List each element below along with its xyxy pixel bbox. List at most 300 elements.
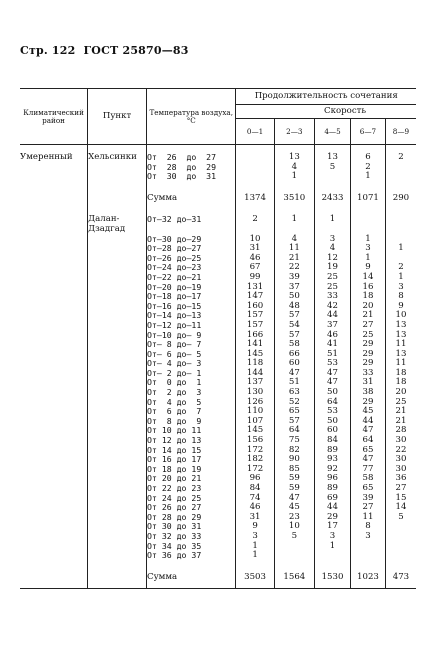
value-cell: 172 xyxy=(236,446,274,456)
table-row xyxy=(20,215,416,234)
value-cell: 22 xyxy=(385,446,416,456)
temperature-range: От 28 до 29 xyxy=(147,513,236,523)
value-cell: 46 xyxy=(315,331,351,341)
point-cell xyxy=(88,254,147,264)
value-cell: 13 xyxy=(274,153,314,163)
value-cell: 77 xyxy=(351,465,386,475)
value-cell: 29 xyxy=(351,398,386,408)
value-cell: 172 xyxy=(236,465,274,475)
value-cell: 1 xyxy=(274,215,314,234)
value-cell: 33 xyxy=(351,369,386,379)
value-cell: 157 xyxy=(236,321,274,331)
value-cell: 50 xyxy=(274,292,314,302)
table-row xyxy=(20,163,416,173)
point-cell xyxy=(88,292,147,302)
table-row xyxy=(20,311,416,321)
table-row xyxy=(20,273,416,283)
value-cell: 166 xyxy=(236,331,274,341)
sum-value: 3503 xyxy=(236,573,274,583)
point-cell xyxy=(88,407,147,417)
spacer-cell xyxy=(20,582,88,589)
value-cell: 64 xyxy=(351,436,386,446)
point-column-header: Пункт xyxy=(88,89,147,145)
value-cell: 9 xyxy=(385,302,416,312)
sum-value: 1023 xyxy=(351,573,386,583)
climate-cell xyxy=(20,388,88,398)
value-cell: 157 xyxy=(236,311,274,321)
point-cell xyxy=(88,542,147,552)
value-cell: 58 xyxy=(274,340,314,350)
spacer-row xyxy=(20,203,416,215)
value-cell: 51 xyxy=(315,350,351,360)
value-cell: 38 xyxy=(351,388,386,398)
value-cell: 5 xyxy=(315,163,351,173)
spacer-cell xyxy=(147,582,236,589)
climate-cell xyxy=(20,254,88,264)
point-cell xyxy=(88,321,147,331)
value-cell: 30 xyxy=(385,436,416,446)
value-cell: 82 xyxy=(274,446,314,456)
climate-column-header: Климатический район xyxy=(20,89,88,145)
value-cell: 53 xyxy=(315,359,351,369)
climate-cell xyxy=(20,455,88,465)
value-cell: 45 xyxy=(274,503,314,513)
value-cell: 27 xyxy=(385,484,416,494)
value-cell: 13 xyxy=(315,153,351,163)
point-cell xyxy=(88,311,147,321)
value-cell: 65 xyxy=(351,446,386,456)
value-cell: 131 xyxy=(236,283,274,293)
climate-cell xyxy=(20,522,88,532)
point-cell xyxy=(88,244,147,254)
spacer-cell xyxy=(147,561,236,573)
value-cell: 30 xyxy=(385,455,416,465)
speed-group-header: Скорость xyxy=(274,105,416,119)
value-cell: 18 xyxy=(385,378,416,388)
point-cell xyxy=(88,359,147,369)
value-cell: 27 xyxy=(351,321,386,331)
value-cell: 130 xyxy=(236,388,274,398)
sum-label: Сумма xyxy=(147,573,236,583)
point-cell xyxy=(88,263,147,273)
value-cell xyxy=(385,522,416,532)
value-cell: 19 xyxy=(315,263,351,273)
table-row xyxy=(20,513,416,523)
value-cell: 74 xyxy=(236,494,274,504)
value-cell: 57 xyxy=(274,331,314,341)
climate-cell xyxy=(20,215,88,234)
table-row xyxy=(20,321,416,331)
value-cell: 10 xyxy=(236,235,274,245)
spacer-cell xyxy=(385,203,416,215)
value-cell: 182 xyxy=(236,455,274,465)
temperature-range: От 16 до 17 xyxy=(147,455,236,465)
value-cell: 23 xyxy=(274,513,314,523)
value-cell: 147 xyxy=(236,292,274,302)
climate-cell xyxy=(20,194,88,204)
value-cell: 118 xyxy=(236,359,274,369)
value-cell: 1 xyxy=(315,542,351,552)
table-row xyxy=(20,407,416,417)
spacer-row xyxy=(20,561,416,573)
speed-col-header: 4—5 xyxy=(315,119,351,145)
value-cell: 1 xyxy=(274,172,314,182)
table-row xyxy=(20,235,416,245)
point-cell xyxy=(88,573,147,583)
temperature-range: От— 8 до— 7 xyxy=(147,340,236,350)
table-row xyxy=(20,153,416,163)
climate-cell xyxy=(20,331,88,341)
value-cell: 44 xyxy=(351,417,386,427)
value-cell xyxy=(236,172,274,182)
value-cell: 46 xyxy=(236,503,274,513)
value-cell xyxy=(351,551,386,561)
climate-cell xyxy=(20,283,88,293)
value-cell: 65 xyxy=(274,407,314,417)
climate-cell xyxy=(20,302,88,312)
point-cell xyxy=(88,283,147,293)
climate-cell xyxy=(20,407,88,417)
sum-value: 2433 xyxy=(315,194,351,204)
point-cell xyxy=(88,398,147,408)
spacer-row xyxy=(20,182,416,194)
point-cell xyxy=(88,194,147,204)
climate-cell xyxy=(20,436,88,446)
sum-value: 473 xyxy=(385,573,416,583)
spacer-row xyxy=(20,145,416,154)
value-cell: 156 xyxy=(236,436,274,446)
table-row xyxy=(20,369,416,379)
climate-cell xyxy=(20,484,88,494)
value-cell: 4 xyxy=(274,235,314,245)
speed-col-header: 8—9 xyxy=(385,119,416,145)
climate-cell xyxy=(20,340,88,350)
sum-value: 1564 xyxy=(274,573,314,583)
point-cell xyxy=(88,350,147,360)
value-cell: 18 xyxy=(351,292,386,302)
climate-cell xyxy=(20,163,88,173)
value-cell: 10 xyxy=(274,522,314,532)
spacer-cell xyxy=(274,561,314,573)
value-cell: 41 xyxy=(315,340,351,350)
table-row xyxy=(20,542,416,552)
value-cell: 69 xyxy=(315,494,351,504)
value-cell: 1 xyxy=(236,542,274,552)
temperature-range: От— 2 до— 1 xyxy=(147,369,236,379)
temperature-range: От 8 до 9 xyxy=(147,417,236,427)
point-cell xyxy=(88,331,147,341)
value-cell: 31 xyxy=(236,513,274,523)
value-cell: 126 xyxy=(236,398,274,408)
value-cell: 11 xyxy=(351,513,386,523)
temperature-range: От—22 до—21 xyxy=(147,273,236,283)
value-cell: 67 xyxy=(236,263,274,273)
speed-col-header: 0—1 xyxy=(236,119,274,145)
table-row xyxy=(20,494,416,504)
value-cell: 57 xyxy=(274,417,314,427)
point-cell xyxy=(88,426,147,436)
point-cell xyxy=(88,302,147,312)
value-cell: 96 xyxy=(315,474,351,484)
sum-value: 1071 xyxy=(351,194,386,204)
value-cell xyxy=(385,215,416,234)
value-cell: 96 xyxy=(236,474,274,484)
value-cell: 60 xyxy=(274,359,314,369)
value-cell: 107 xyxy=(236,417,274,427)
point-cell: Хельсинки xyxy=(88,153,147,163)
value-cell: 16 xyxy=(351,283,386,293)
spacer-cell xyxy=(351,582,386,589)
value-cell: 39 xyxy=(351,494,386,504)
page-number: Стр. 122 xyxy=(20,44,76,57)
value-cell: 1 xyxy=(236,551,274,561)
value-cell: 8 xyxy=(351,522,386,532)
point-cell xyxy=(88,378,147,388)
point-cell xyxy=(88,455,147,465)
climate-cell xyxy=(20,513,88,523)
temperature-range: От 26 до 27 xyxy=(147,153,236,163)
value-cell xyxy=(385,172,416,182)
value-cell: 3 xyxy=(236,532,274,542)
value-cell: 6 xyxy=(351,153,386,163)
value-cell: 90 xyxy=(274,455,314,465)
table-row xyxy=(20,417,416,427)
point-cell xyxy=(88,446,147,456)
climate-cell xyxy=(20,494,88,504)
temperature-range: От—26 до—25 xyxy=(147,254,236,264)
climate-cell xyxy=(20,292,88,302)
value-cell: 29 xyxy=(351,350,386,360)
value-cell: 141 xyxy=(236,340,274,350)
value-cell: 1 xyxy=(351,254,386,264)
point-cell xyxy=(88,436,147,446)
climate-cell xyxy=(20,172,88,182)
table-row xyxy=(20,302,416,312)
value-cell: 99 xyxy=(236,273,274,283)
value-cell: 33 xyxy=(315,292,351,302)
sum-row xyxy=(20,194,416,204)
value-cell: 58 xyxy=(351,474,386,484)
page-header xyxy=(20,44,193,57)
value-cell xyxy=(236,153,274,163)
value-cell: 2 xyxy=(385,153,416,163)
climate-cell xyxy=(20,465,88,475)
value-cell: 47 xyxy=(274,494,314,504)
table-row xyxy=(20,465,416,475)
climate-cell xyxy=(20,426,88,436)
spacer-cell xyxy=(236,561,274,573)
temperature-range: От—12 до—11 xyxy=(147,321,236,331)
value-cell: 13 xyxy=(385,321,416,331)
value-cell: 11 xyxy=(274,244,314,254)
climate-cell xyxy=(20,244,88,254)
duration-group-header: Продолжительность сочетания xyxy=(236,89,416,105)
temperature-range: От—10 до— 9 xyxy=(147,331,236,341)
value-cell: 1 xyxy=(351,172,386,182)
temperature-range: От 0 до 1 xyxy=(147,378,236,388)
value-cell: 21 xyxy=(385,407,416,417)
value-cell: 31 xyxy=(236,244,274,254)
value-cell: 14 xyxy=(385,503,416,513)
value-cell: 3 xyxy=(315,235,351,245)
value-cell: 144 xyxy=(236,369,274,379)
value-cell: 47 xyxy=(315,378,351,388)
value-cell: 21 xyxy=(351,311,386,321)
temperature-range: От— 6 до— 5 xyxy=(147,350,236,360)
table-row xyxy=(20,172,416,182)
value-cell: 65 xyxy=(351,484,386,494)
table-row xyxy=(20,244,416,254)
spacer-cell xyxy=(315,561,351,573)
value-cell xyxy=(385,542,416,552)
spacer-cell xyxy=(385,582,416,589)
climate-cell xyxy=(20,263,88,273)
value-cell: 110 xyxy=(236,407,274,417)
spacer-cell xyxy=(236,182,274,194)
table-row xyxy=(20,263,416,273)
value-cell: 8 xyxy=(385,292,416,302)
speed-col-header: 6—7 xyxy=(351,119,386,145)
value-cell: 54 xyxy=(274,321,314,331)
value-cell: 50 xyxy=(315,388,351,398)
value-cell: 44 xyxy=(315,311,351,321)
spacer-cell xyxy=(20,182,88,194)
value-cell: 84 xyxy=(236,484,274,494)
value-cell: 64 xyxy=(274,426,314,436)
value-cell: 10 xyxy=(385,311,416,321)
climate-cell xyxy=(20,398,88,408)
climate-cell xyxy=(20,350,88,360)
value-cell: 15 xyxy=(385,494,416,504)
value-cell: 145 xyxy=(236,426,274,436)
sum-value: 1374 xyxy=(236,194,274,204)
point-cell xyxy=(88,235,147,245)
point-cell xyxy=(88,474,147,484)
spacer-cell xyxy=(88,182,147,194)
value-cell: 160 xyxy=(236,302,274,312)
spacer-cell xyxy=(20,561,88,573)
table-row xyxy=(20,292,416,302)
point-cell xyxy=(88,340,147,350)
temperature-range: От 12 до 13 xyxy=(147,436,236,446)
spacer-cell xyxy=(351,203,386,215)
value-cell xyxy=(351,542,386,552)
spacer-row xyxy=(20,582,416,589)
table-row xyxy=(20,398,416,408)
climate-cell xyxy=(20,446,88,456)
temperature-range: От—32 до—31 xyxy=(147,215,236,234)
value-cell: 64 xyxy=(315,398,351,408)
point-cell xyxy=(88,484,147,494)
value-cell: 1 xyxy=(351,235,386,245)
point-cell xyxy=(88,513,147,523)
sum-value: 3510 xyxy=(274,194,314,204)
value-cell: 30 xyxy=(385,465,416,475)
point-cell xyxy=(88,163,147,173)
value-cell: 1 xyxy=(385,273,416,283)
table-row xyxy=(20,522,416,532)
temperature-range: От— 4 до— 3 xyxy=(147,359,236,369)
point-cell xyxy=(88,273,147,283)
value-cell xyxy=(315,172,351,182)
value-cell: 37 xyxy=(274,283,314,293)
value-cell: 21 xyxy=(274,254,314,264)
temperature-range: От 32 до 33 xyxy=(147,532,236,542)
value-cell: 21 xyxy=(385,417,416,427)
value-cell: 3 xyxy=(351,532,386,542)
value-cell: 20 xyxy=(385,388,416,398)
value-cell xyxy=(351,215,386,234)
value-cell: 25 xyxy=(315,283,351,293)
value-cell: 92 xyxy=(315,465,351,475)
point-cell xyxy=(88,388,147,398)
value-cell: 29 xyxy=(351,359,386,369)
value-cell: 47 xyxy=(274,369,314,379)
spacer-cell xyxy=(274,582,314,589)
table-row xyxy=(20,350,416,360)
value-cell: 17 xyxy=(315,522,351,532)
spacer-cell xyxy=(385,561,416,573)
table-row xyxy=(20,340,416,350)
temperature-range: От 6 до 7 xyxy=(147,407,236,417)
spacer-cell xyxy=(351,182,386,194)
climate-cell xyxy=(20,551,88,561)
value-cell: 53 xyxy=(315,407,351,417)
value-cell: 45 xyxy=(351,407,386,417)
temperature-range: От—18 до—17 xyxy=(147,292,236,302)
value-cell: 25 xyxy=(351,331,386,341)
value-cell: 9 xyxy=(236,522,274,532)
value-cell: 44 xyxy=(315,503,351,513)
table-row xyxy=(20,331,416,341)
value-cell: 60 xyxy=(315,426,351,436)
sum-row xyxy=(20,573,416,583)
sum-value: 1530 xyxy=(315,573,351,583)
sum-value: 290 xyxy=(385,194,416,204)
standard-code: ГОСТ 25870—83 xyxy=(83,44,189,57)
temperature-range: От—14 до—13 xyxy=(147,311,236,321)
value-cell: 4 xyxy=(274,163,314,173)
value-cell: 37 xyxy=(315,321,351,331)
value-cell: 13 xyxy=(385,331,416,341)
temperature-range: От—30 до—29 xyxy=(147,235,236,245)
spacer-cell xyxy=(385,182,416,194)
climate-cell xyxy=(20,369,88,379)
point-cell xyxy=(88,503,147,513)
temperature-range: От 14 до 15 xyxy=(147,446,236,456)
sum-label: Сумма xyxy=(147,194,236,204)
value-cell: 25 xyxy=(315,273,351,283)
temperature-column-header: Температура воздуха, °С xyxy=(147,89,236,145)
temperature-range: От 28 до 29 xyxy=(147,163,236,173)
data-table xyxy=(20,88,416,589)
spacer-cell xyxy=(315,582,351,589)
temperature-range: От 20 до 21 xyxy=(147,474,236,484)
value-cell: 25 xyxy=(385,398,416,408)
value-cell: 66 xyxy=(274,350,314,360)
value-cell xyxy=(236,163,274,173)
value-cell xyxy=(385,551,416,561)
value-cell: 31 xyxy=(351,378,386,388)
table-row xyxy=(20,503,416,513)
temperature-range: От 34 до 35 xyxy=(147,542,236,552)
value-cell: 5 xyxy=(274,532,314,542)
value-cell: 2 xyxy=(385,263,416,273)
temperature-range: От 24 до 25 xyxy=(147,494,236,504)
table-row xyxy=(20,388,416,398)
temperature-range: От 4 до 5 xyxy=(147,398,236,408)
spacer-cell xyxy=(20,203,88,215)
